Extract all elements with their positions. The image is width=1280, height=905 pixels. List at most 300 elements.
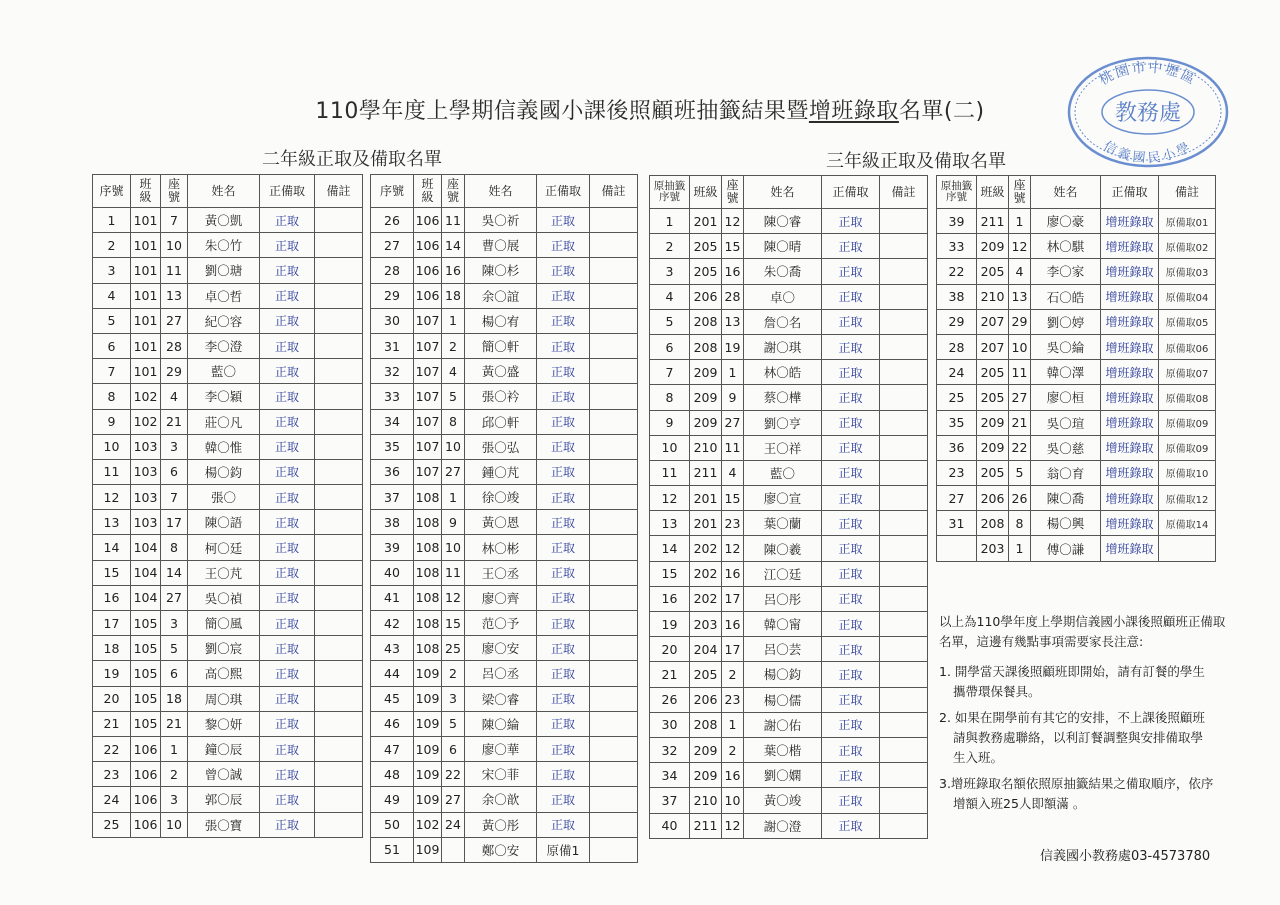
cell-name: 林〇皓 [744, 360, 822, 385]
cell-class: 101 [131, 333, 161, 358]
cell-note [880, 309, 928, 334]
cell-status: 增班錄取 [1101, 309, 1159, 334]
cell-class: 103 [131, 459, 161, 484]
cell-note [880, 637, 928, 662]
cell-seat: 4 [442, 359, 465, 384]
cell-class: 209 [690, 360, 722, 385]
cell-seat: 6 [161, 459, 188, 484]
cell-seat: 24 [442, 812, 465, 837]
col-header: 正備取 [260, 175, 315, 208]
cell-name: 黃〇竣 [744, 788, 822, 813]
cell-seat: 17 [722, 637, 744, 662]
cell-note [590, 359, 638, 384]
cell-class: 107 [414, 308, 442, 333]
table-row [371, 535, 638, 560]
cell-status: 正取 [822, 209, 880, 234]
cell-name: 陳〇喬 [1031, 486, 1101, 511]
cell-status: 增班錄取 [1101, 435, 1159, 460]
cell-seq: 25 [93, 812, 131, 837]
cell-name: 梁〇睿 [465, 686, 537, 711]
cell-seq: 50 [371, 812, 414, 837]
cell-seq: 10 [93, 434, 131, 459]
cell-seq: 5 [650, 309, 690, 334]
cell-note: 原備取04 [1159, 284, 1216, 309]
cell-status: 正取 [822, 737, 880, 762]
cell-class: 102 [131, 384, 161, 409]
cell-seat: 10 [161, 812, 188, 837]
cell-note: 原備取02 [1159, 234, 1216, 259]
cell-seq: 46 [371, 711, 414, 736]
cell-note [590, 510, 638, 535]
cell-class: 209 [977, 234, 1009, 259]
cell-class: 109 [414, 787, 442, 812]
table-row [650, 561, 928, 586]
cell-class: 202 [690, 561, 722, 586]
table-row [371, 359, 638, 384]
cell-note [315, 359, 363, 384]
cell-note [315, 686, 363, 711]
cell-name: 紀〇容 [188, 308, 260, 333]
cell-seq: 29 [371, 283, 414, 308]
cell-seq: 29 [937, 309, 977, 334]
table-row [371, 611, 638, 636]
cell-status: 正取 [260, 283, 315, 308]
cell-seat: 16 [442, 258, 465, 283]
col-header: 班 級 [131, 175, 161, 208]
cell-note [590, 208, 638, 233]
table-row [93, 409, 363, 434]
cell-seq: 34 [650, 763, 690, 788]
col-header: 備註 [315, 175, 363, 208]
cell-note [590, 535, 638, 560]
cell-seq: 26 [371, 208, 414, 233]
cell-status: 正取 [537, 233, 590, 258]
cell-name: 簡〇軒 [465, 333, 537, 358]
table-row [93, 812, 363, 837]
cell-seq: 13 [650, 511, 690, 536]
cell-seq: 39 [937, 209, 977, 234]
cell-class: 209 [690, 385, 722, 410]
cell-seat: 27 [442, 459, 465, 484]
cell-note [1159, 536, 1216, 561]
cell-name: 余〇誼 [465, 283, 537, 308]
cell-status: 正取 [822, 637, 880, 662]
cell-class: 211 [690, 460, 722, 485]
table-row [93, 208, 363, 233]
cell-note [315, 333, 363, 358]
cell-seq: 40 [650, 813, 690, 838]
cell-seq: 21 [650, 662, 690, 687]
cell-note [315, 762, 363, 787]
cell-seat: 28 [722, 284, 744, 309]
cell-seat: 27 [161, 585, 188, 610]
cell-seat: 3 [442, 686, 465, 711]
cell-seat: 7 [161, 485, 188, 510]
cell-seat: 10 [442, 434, 465, 459]
cell-name: 廖〇齊 [465, 585, 537, 610]
col-header: 姓名 [1031, 176, 1101, 209]
table-row [93, 459, 363, 484]
cell-seat: 1 [442, 485, 465, 510]
table-row [650, 435, 928, 460]
cell-class: 101 [131, 208, 161, 233]
cell-class: 201 [690, 511, 722, 536]
cell-note [315, 611, 363, 636]
cell-note [315, 711, 363, 736]
cell-name: 張〇衿 [465, 384, 537, 409]
table-row [371, 736, 638, 761]
cell-seat: 1 [161, 736, 188, 761]
table-row [650, 712, 928, 737]
table-row [371, 434, 638, 459]
cell-seq: 22 [937, 259, 977, 284]
cell-class: 208 [690, 712, 722, 737]
cell-seat: 3 [161, 787, 188, 812]
table-row [371, 459, 638, 484]
cell-note [880, 712, 928, 737]
cell-seat: 4 [1009, 259, 1031, 284]
cell-name: 楊〇鈞 [188, 459, 260, 484]
cell-name: 韓〇澤 [1031, 360, 1101, 385]
cell-name: 張〇寶 [188, 812, 260, 837]
cell-note [590, 560, 638, 585]
table-row [371, 585, 638, 610]
cell-name: 朱〇竹 [188, 233, 260, 258]
cell-class: 107 [414, 384, 442, 409]
table-row [371, 283, 638, 308]
cell-seq: 23 [93, 762, 131, 787]
table-row [650, 763, 928, 788]
cell-seq: 28 [937, 334, 977, 359]
cell-class: 103 [131, 485, 161, 510]
cell-seq: 6 [93, 333, 131, 358]
cell-class: 109 [414, 837, 442, 862]
table-row [371, 333, 638, 358]
cell-seq: 18 [93, 636, 131, 661]
cell-note [590, 233, 638, 258]
cell-status: 增班錄取 [1101, 284, 1159, 309]
cell-status: 正取 [537, 485, 590, 510]
cell-class: 108 [414, 510, 442, 535]
cell-class: 106 [414, 233, 442, 258]
cell-name: 陳〇語 [188, 510, 260, 535]
table-row [937, 234, 1216, 259]
cell-seq: 31 [371, 333, 414, 358]
cell-name: 鄭〇安 [465, 837, 537, 862]
cell-seq: 12 [93, 485, 131, 510]
cell-name: 陳〇羲 [744, 536, 822, 561]
parent-notes [939, 612, 1229, 814]
cell-class: 106 [131, 762, 161, 787]
cell-note [880, 586, 928, 611]
cell-name: 曾〇誠 [188, 762, 260, 787]
col-header: 原抽籤 序號 [937, 176, 977, 209]
cell-name: 王〇芃 [188, 560, 260, 585]
page-title: 110學年度上學期信義國小課後照顧班抽籤結果暨增班錄取名單(二) [315, 99, 985, 124]
col-header: 序號 [371, 175, 414, 208]
cell-class: 204 [690, 637, 722, 662]
cell-note [315, 409, 363, 434]
cell-status: 增班錄取 [1101, 486, 1159, 511]
cell-seat: 12 [722, 209, 744, 234]
cell-seat: 11 [161, 258, 188, 283]
cell-class: 105 [131, 611, 161, 636]
cell-seat: 15 [722, 234, 744, 259]
cell-seq: 45 [371, 686, 414, 711]
cell-status: 正取 [260, 459, 315, 484]
table-row [937, 259, 1216, 284]
cell-name: 余〇歆 [465, 787, 537, 812]
cell-seq: 37 [371, 485, 414, 510]
cell-status: 正取 [260, 611, 315, 636]
cell-note [315, 535, 363, 560]
cell-seat: 16 [722, 259, 744, 284]
table-row [93, 711, 363, 736]
table-row [371, 384, 638, 409]
cell-seq: 44 [371, 661, 414, 686]
cell-note [880, 486, 928, 511]
cell-name: 韓〇惟 [188, 434, 260, 459]
cell-seat: 17 [722, 586, 744, 611]
cell-status: 正取 [537, 560, 590, 585]
cell-note [315, 661, 363, 686]
cell-status: 正取 [822, 561, 880, 586]
cell-seq: 19 [650, 612, 690, 637]
cell-class: 109 [414, 736, 442, 761]
cell-class: 101 [131, 308, 161, 333]
cell-note [880, 284, 928, 309]
cell-note [880, 662, 928, 687]
cell-note [880, 334, 928, 359]
cell-class: 205 [690, 259, 722, 284]
cell-note [880, 536, 928, 561]
grade3-title: 三年級正取及備取名單 [826, 151, 1006, 172]
cell-status: 正取 [822, 385, 880, 410]
cell-seq: 27 [937, 486, 977, 511]
cell-status: 正取 [822, 309, 880, 334]
cell-seat: 11 [442, 208, 465, 233]
cell-seq: 27 [371, 233, 414, 258]
cell-status: 正取 [537, 535, 590, 560]
cell-seq: 1 [650, 209, 690, 234]
cell-name: 黎〇妍 [188, 711, 260, 736]
cell-seat: 15 [722, 486, 744, 511]
col-header: 正備取 [1101, 176, 1159, 209]
cell-class: 108 [414, 560, 442, 585]
cell-seq: 40 [371, 560, 414, 585]
cell-status: 正取 [260, 585, 315, 610]
col-header: 座 號 [161, 175, 188, 208]
cell-note [590, 711, 638, 736]
cell-seq: 33 [371, 384, 414, 409]
cell-status: 增班錄取 [1101, 460, 1159, 485]
notes-intro: 以上為110學年度上學期信義國小課後照顧班正備取名單，這邊有幾點事項需要家長注意: [939, 614, 1226, 649]
cell-note [590, 283, 638, 308]
cell-note [315, 208, 363, 233]
cell-seq: 24 [93, 787, 131, 812]
table-row [650, 284, 928, 309]
cell-seat: 12 [722, 813, 744, 838]
note-item-2: 2. 如果在開學前有其它的安排，不上課後照顧班 [939, 710, 1205, 725]
table-row [371, 636, 638, 661]
cell-status: 正取 [260, 686, 315, 711]
cell-name: 李〇穎 [188, 384, 260, 409]
table-row [650, 813, 928, 838]
cell-name: 江〇廷 [744, 561, 822, 586]
table-row [93, 661, 363, 686]
cell-class: 104 [131, 560, 161, 585]
table-row [937, 309, 1216, 334]
cell-name: 楊〇儒 [744, 687, 822, 712]
cell-class: 105 [131, 711, 161, 736]
cell-note [590, 409, 638, 434]
cell-name: 楊〇興 [1031, 511, 1101, 536]
cell-seat: 1 [1009, 209, 1031, 234]
table-row [937, 334, 1216, 359]
cell-name: 石〇皓 [1031, 284, 1101, 309]
table-row [650, 209, 928, 234]
cell-status: 正取 [537, 762, 590, 787]
table-row [650, 360, 928, 385]
table-row [93, 258, 363, 283]
cell-note [315, 384, 363, 409]
cell-class: 209 [690, 763, 722, 788]
cell-name: 柯〇廷 [188, 535, 260, 560]
cell-class: 109 [414, 762, 442, 787]
cell-name: 劉〇婷 [1031, 309, 1101, 334]
cell-seat: 25 [442, 636, 465, 661]
cell-seq: 2 [93, 233, 131, 258]
cell-seat: 27 [161, 308, 188, 333]
cell-name: 簡〇風 [188, 611, 260, 636]
cell-name: 蔡〇樺 [744, 385, 822, 410]
cell-class: 211 [977, 209, 1009, 234]
cell-status: 正取 [260, 636, 315, 661]
cell-seat: 10 [1009, 334, 1031, 359]
cell-seat: 13 [161, 283, 188, 308]
cell-name: 徐〇竣 [465, 485, 537, 510]
cell-seq: 41 [371, 585, 414, 610]
cell-seat: 10 [442, 535, 465, 560]
col-header: 班級 [690, 176, 722, 209]
cell-note: 原備取05 [1159, 309, 1216, 334]
cell-name: 呂〇丞 [465, 661, 537, 686]
table-row [650, 662, 928, 687]
cell-note [590, 661, 638, 686]
svg-text:教務處: 教務處 [1114, 101, 1182, 126]
cell-note [315, 510, 363, 535]
cell-class: 102 [414, 812, 442, 837]
cell-status: 正取 [822, 284, 880, 309]
cell-class: 104 [131, 535, 161, 560]
cell-status: 正取 [537, 736, 590, 761]
cell-name: 周〇琪 [188, 686, 260, 711]
note-item-3: 3.增班錄取名額依照原抽籤結果之備取順序，依序 [939, 776, 1214, 791]
cell-seq: 3 [93, 258, 131, 283]
cell-class: 203 [977, 536, 1009, 561]
cell-name: 呂〇彤 [744, 586, 822, 611]
cell-name: 卓〇 [744, 284, 822, 309]
cell-seat: 2 [442, 333, 465, 358]
cell-status: 正取 [260, 208, 315, 233]
table-row [650, 334, 928, 359]
cell-status: 正取 [260, 384, 315, 409]
cell-name: 楊〇鈞 [744, 662, 822, 687]
cell-note [880, 410, 928, 435]
cell-class: 106 [414, 208, 442, 233]
cell-seat: 14 [161, 560, 188, 585]
cell-name: 劉〇亨 [744, 410, 822, 435]
cell-seq: 35 [937, 410, 977, 435]
cell-class: 108 [414, 611, 442, 636]
contact-info: 信義國小教務處03-4573780 [1040, 849, 1211, 864]
col-header: 備註 [1159, 176, 1216, 209]
table-row [937, 435, 1216, 460]
table-row [93, 333, 363, 358]
table-row [93, 636, 363, 661]
cell-seat: 11 [442, 560, 465, 585]
cell-class: 103 [131, 510, 161, 535]
cell-note [880, 763, 928, 788]
cell-note [590, 384, 638, 409]
cell-seat: 17 [161, 510, 188, 535]
cell-note [590, 636, 638, 661]
cell-status: 正取 [537, 434, 590, 459]
table-row [93, 686, 363, 711]
cell-name: 吳〇祈 [465, 208, 537, 233]
cell-note [590, 333, 638, 358]
cell-class: 101 [131, 283, 161, 308]
cell-status: 正取 [260, 762, 315, 787]
cell-note [315, 812, 363, 837]
cell-class: 203 [690, 612, 722, 637]
cell-class: 106 [131, 736, 161, 761]
cell-seat: 19 [722, 334, 744, 359]
cell-status: 正取 [822, 334, 880, 359]
cell-name: 陳〇睿 [744, 209, 822, 234]
cell-status: 正取 [537, 711, 590, 736]
cell-name: 黃〇凱 [188, 208, 260, 233]
cell-seq: 9 [650, 410, 690, 435]
cell-seq: 4 [93, 283, 131, 308]
cell-seq: 37 [650, 788, 690, 813]
table-row [650, 788, 928, 813]
cell-seat: 22 [1009, 435, 1031, 460]
cell-note [880, 813, 928, 838]
cell-seat: 1 [1009, 536, 1031, 561]
note-item-1-cont: 攜帶環保餐具。 [953, 684, 1041, 699]
cell-note [590, 611, 638, 636]
cell-class: 207 [977, 309, 1009, 334]
cell-seat: 2 [161, 762, 188, 787]
cell-class: 209 [977, 410, 1009, 435]
cell-status: 正取 [822, 410, 880, 435]
cell-status: 正取 [260, 812, 315, 837]
table-row [93, 560, 363, 585]
cell-seat: 6 [442, 736, 465, 761]
cell-name: 郭〇辰 [188, 787, 260, 812]
table-row [650, 385, 928, 410]
cell-status: 正取 [537, 661, 590, 686]
table-row [937, 209, 1216, 234]
cell-seat: 13 [1009, 284, 1031, 309]
cell-seat: 27 [1009, 385, 1031, 410]
cell-status: 正取 [822, 763, 880, 788]
cell-seat: 4 [161, 384, 188, 409]
cell-seat: 16 [722, 561, 744, 586]
cell-seq: 13 [93, 510, 131, 535]
table-row [93, 535, 363, 560]
